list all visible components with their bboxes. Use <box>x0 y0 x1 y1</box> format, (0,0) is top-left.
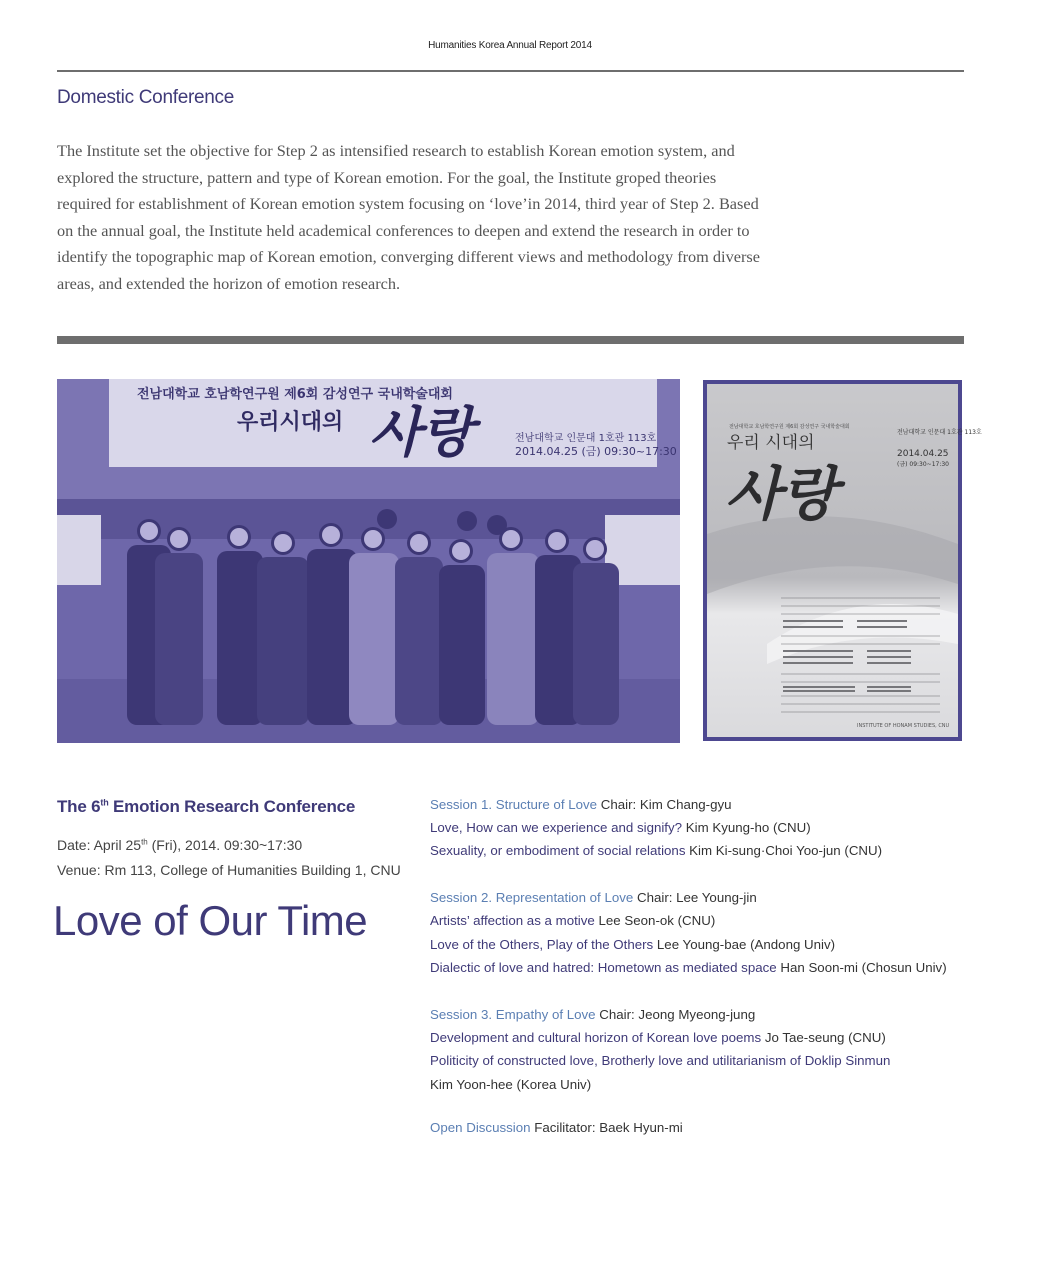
conference-poster <box>703 380 982 741</box>
banner-venue: 전남대학교 인문대 1호관 113호 <box>515 433 657 444</box>
session-2-label: Session 2. Representation of Love <box>430 890 634 905</box>
banner-heading: 전남대학교 호남학연구원 제6회 감성연구 국내학술대회 <box>137 387 453 402</box>
talk-title: Love, How can we experience and signify? <box>430 820 683 835</box>
session-3-talk-2-author <box>430 1077 591 1092</box>
open-discussion-facilitator: Facilitator: Baek Hyun-mi <box>530 1120 683 1135</box>
session-1-talk-1 <box>430 820 811 835</box>
talk-author: Kim Yoon-hee (Korea Univ) <box>430 1077 592 1092</box>
conference-date <box>57 837 302 853</box>
poster-calligraphy: 사랑 <box>725 460 838 528</box>
poster-title: 우리 시대의 <box>727 433 815 453</box>
photo-illustration <box>57 379 680 743</box>
session-3-talk-2 <box>430 1053 890 1068</box>
talk-title: Politicity of constructed love, Brotherly love and utilitarianism of Doklip Sinmun <box>430 1053 891 1068</box>
talk-author: Kim Kyung-ho (CNU) <box>682 820 811 835</box>
banner-title: 우리시대의 <box>237 410 344 435</box>
session-1-chair: Chair: Kim Chang-gyu <box>597 797 732 812</box>
poster-heading: 전남대학교 호남학연구원 제6회 감성연구 국내학술대회 <box>729 424 850 430</box>
session-2-talk-1 <box>430 913 715 928</box>
running-header: Humanities Korea Annual Report 2014 <box>428 40 592 51</box>
talk-title: Sexuality, or embodiment of social relations <box>430 843 686 858</box>
intro-line: explored the structure, pattern and type of Korean emotion. For the goal, the Institute groped theories <box>57 167 717 187</box>
talk-title: Artists’ affection as a motive <box>430 913 595 928</box>
session-3-talk-1 <box>430 1030 886 1045</box>
intro-line: identify the topographic map of Korean emotion, converging different views and methodology from diverse <box>57 247 760 267</box>
header-divider <box>57 70 964 72</box>
session-1-label: Session 1. Structure of Love <box>430 797 598 812</box>
section-divider <box>57 336 964 344</box>
talk-author: Lee Young-bae (Andong Univ) <box>653 937 836 952</box>
poster-date: 2014.04.25 <box>897 449 949 459</box>
conference-date-pre: Date: April 25 <box>57 837 142 853</box>
conference-venue: Venue: Rm 113, College of Humanities Building 1, CNU <box>57 862 401 878</box>
intro-line: areas, and extended the horizon of emotion research. <box>57 273 401 293</box>
talk-author: Jo Tae-seung (CNU) <box>761 1030 886 1045</box>
talk-title: Development and cultural horizon of Korean love poems <box>430 1030 762 1045</box>
session-1-talk-2 <box>430 843 882 858</box>
conference-title-sup: th <box>100 797 109 808</box>
open-discussion <box>430 1120 683 1135</box>
talk-author: Han Soon-mi (Chosun Univ) <box>776 960 947 975</box>
talk-author: Lee Seon-ok (CNU) <box>594 913 716 928</box>
session-3-label: Session 3. Empathy of Love <box>430 1007 596 1022</box>
open-discussion-label: Open Discussion <box>430 1120 531 1135</box>
conference-date-sup: th <box>141 837 148 847</box>
conference-group-photo <box>57 379 680 743</box>
intro-line: The Institute set the objective for Step 2 as intensified research to establish Korean emotion system, and <box>57 141 735 160</box>
talk-author: Kim Ki-sung·Choi Yoo-jun (CNU) <box>685 843 883 858</box>
conference-title-pre: The 6 <box>57 797 101 816</box>
talk-title: Dialectic of love and hatred: Hometown as mediated space <box>430 960 777 975</box>
conference-theme-title: Love of Our Time <box>53 897 368 944</box>
talk-title: Love of the Others, Play of the Others <box>430 937 654 952</box>
conference-title-post: Emotion Research Conference <box>108 797 356 816</box>
intro-line: required for establishment of Korean emotion system focusing on ‘love’in 2014, third year of Step 2. Based <box>57 194 759 214</box>
session-2-talk-2 <box>430 937 835 952</box>
poster-time: (금) 09:30~17:30 <box>897 461 949 468</box>
poster-illustration <box>707 384 982 737</box>
banner-calligraphy: 사랑 <box>369 400 474 464</box>
session-2-talk-3 <box>430 960 947 975</box>
conference-title <box>57 797 355 817</box>
conference-date-post: (Fri), 2014. 09:30~17:30 <box>147 837 303 853</box>
poster-venue: 전남대학교 인문대 1호관 113호 <box>897 429 982 436</box>
session-3-chair: Chair: Jeong Myeong-jung <box>595 1007 756 1022</box>
session-2-heading <box>430 890 757 905</box>
intro-paragraph <box>57 138 797 298</box>
session-1-heading <box>430 797 732 812</box>
section-title: Domestic Conference <box>57 87 234 108</box>
poster-footer: INSTITUTE OF HONAM STUDIES, CNU <box>857 723 950 729</box>
banner-date: 2014.04.25 (금) 09:30~17:30 <box>515 445 677 458</box>
session-3-heading <box>430 1007 755 1022</box>
session-2-chair: Chair: Lee Young-jin <box>633 890 757 905</box>
intro-line: on the annual goal, the Institute held academical conferences to deepen and extend the research in order to <box>57 220 750 240</box>
